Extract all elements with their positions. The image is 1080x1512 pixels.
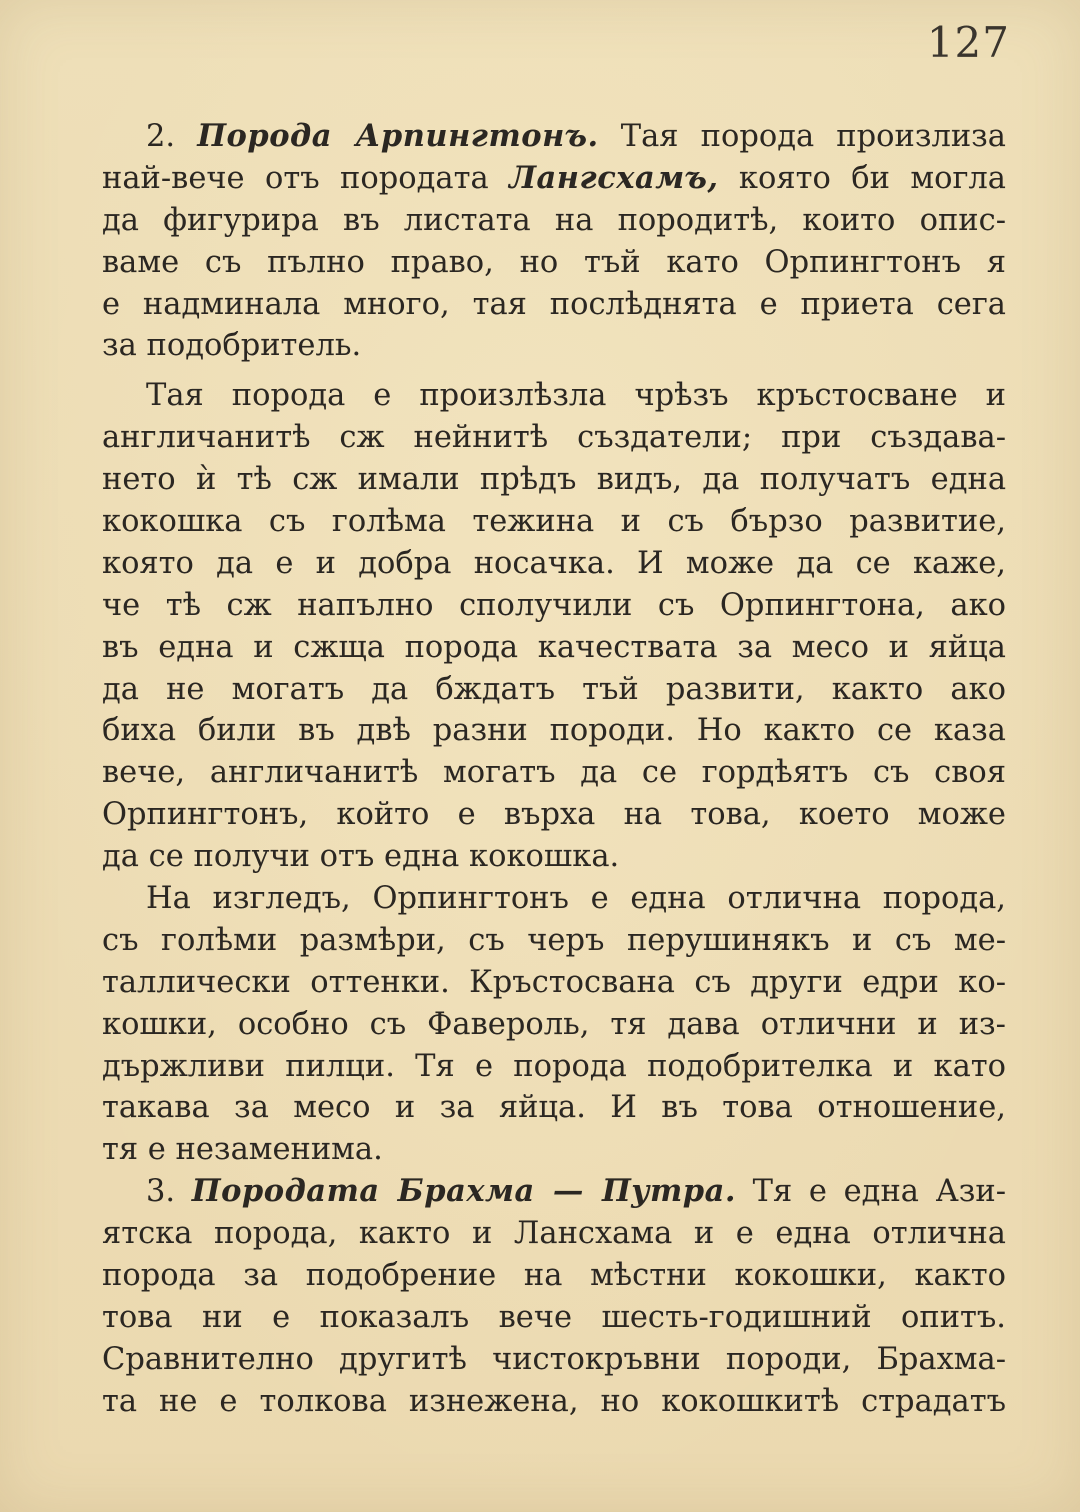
text-line: е надминала много, тая послѣднята е приета сега bbox=[102, 286, 1006, 322]
text-line: Сравнително другитѣ чистокръвни породи, Брахма- bbox=[102, 1341, 1006, 1377]
text-line: кокошка съ голѣма тежина и съ бързо развитие, bbox=[102, 504, 1006, 540]
text-line: Тая порода е произлѣзла чрѣзъ кръстосване и bbox=[146, 378, 1006, 414]
text-line: англичанитѣ сж нейнитѣ създатели; при създава- bbox=[102, 420, 1006, 456]
breed-name: Лангсхамъ, bbox=[509, 159, 719, 196]
text-line: кошки, особно съ Фавероль, тя дава отлични и из- bbox=[102, 1006, 1006, 1042]
text-line: та не е толкова изнежена, но кокошкитѣ страдатъ bbox=[102, 1383, 1006, 1419]
line-text: която би могла bbox=[718, 160, 1006, 196]
line-text: Тая порода произлиза bbox=[598, 119, 1006, 154]
text-line: която да е и добра носачка. И може да се каже, bbox=[102, 545, 1006, 581]
text-line: ятска порода, както и Лансхама и е една отлична bbox=[102, 1216, 1006, 1252]
text-line: държливи пилци. Тя е порода подобрителка и като bbox=[102, 1048, 1006, 1084]
text-line: нето ѝ тѣ сж имали прѣдъ видъ, да получатъ една bbox=[102, 462, 1006, 498]
text-line: таллически оттенки. Кръстосвана съ други едри ко- bbox=[102, 964, 1006, 1000]
text-line: да не могатъ да бждатъ тъй развити, както ако bbox=[102, 671, 1006, 707]
page-number: 127 bbox=[926, 18, 1010, 67]
section-number: 3. bbox=[146, 1174, 192, 1210]
text-line: порода за подобрение на мѣстни кокошки, както bbox=[102, 1258, 1006, 1294]
paragraph-brahma-putra bbox=[102, 1171, 1006, 1422]
paragraph-orpington-creation bbox=[102, 375, 1006, 878]
section-heading: Порода Арпингтонъ. bbox=[197, 118, 599, 154]
text-line: Орпингтонъ, който е върха на това, което може bbox=[102, 797, 1006, 833]
text-line bbox=[102, 158, 1006, 200]
text-line: вече, англичанитѣ могатъ да се гордѣятъ съ своя bbox=[102, 755, 1006, 791]
text-line: На изгледъ, Орпингтонъ е една отлична порода, bbox=[146, 881, 1006, 917]
section-number: 2. bbox=[146, 119, 198, 154]
text-line: тя е незаменима. bbox=[102, 1132, 383, 1168]
text-line: да се получи отъ една кокошка. bbox=[102, 839, 620, 875]
paragraph-orpington-origin bbox=[102, 116, 1006, 367]
text-line: биха били въ двѣ разни породи. Но както се каза bbox=[102, 713, 1006, 749]
text-line: да фигурира въ листата на породитѣ, които опис- bbox=[102, 202, 1006, 238]
body-text bbox=[102, 116, 1006, 1423]
text-line: че тѣ сж напълно сполучили съ Орпингтона, ако bbox=[102, 587, 1006, 623]
paragraph-orpington-appearance bbox=[102, 878, 1006, 1171]
text-line: ваме съ пълно право, но тъй като Орпингтонъ я bbox=[102, 244, 1006, 280]
text-line: за подобритель. bbox=[102, 328, 362, 364]
text-line: въ една и сжща порода качествата за месо и яйца bbox=[102, 629, 1006, 665]
text-line bbox=[102, 116, 1006, 158]
line-text: най-вече отъ породата bbox=[102, 160, 510, 196]
section-heading: Породата Брахма — Путра. bbox=[191, 1173, 736, 1210]
text-line bbox=[102, 1171, 1006, 1213]
line-text: Тя е една Ази- bbox=[736, 1174, 1006, 1210]
text-line: съ голѣми размѣри, съ черъ перушинякъ и съ ме- bbox=[102, 922, 1006, 958]
text-line: това ни е показалъ вече шесть-годишний опитъ. bbox=[102, 1299, 1006, 1335]
text-line: такава за месо и за яйца. И въ това отношение, bbox=[102, 1090, 1006, 1126]
